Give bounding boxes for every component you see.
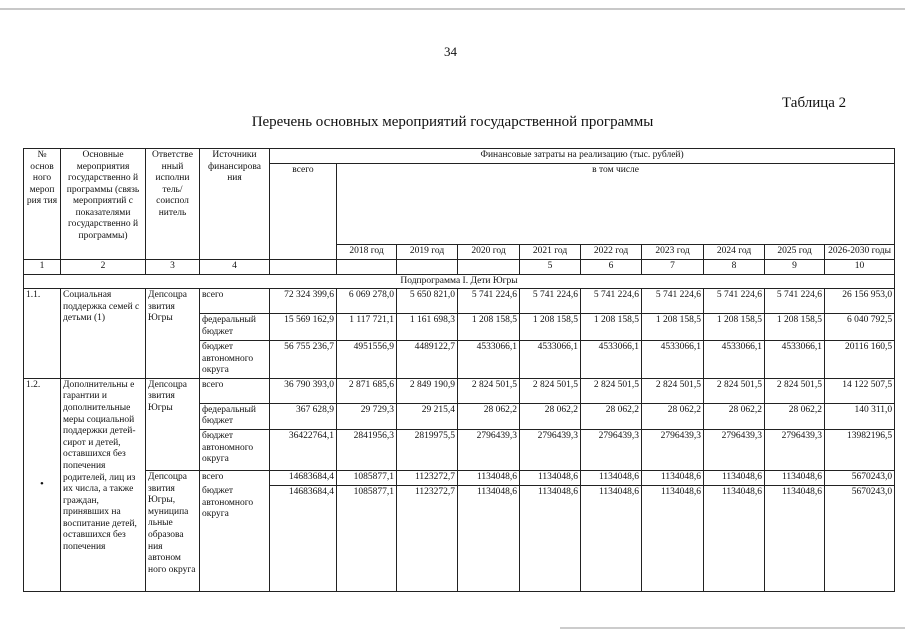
row-responsible: Депсоцра звития Югры, муниципа льные образова ния автоном ного округа [146,471,200,592]
cell-value: 2 824 501,5 [704,378,765,403]
row-source: всего [200,378,270,403]
cell-value: 5 741 224,6 [642,289,704,314]
header-year: 2026-2030 годы [825,245,895,260]
cell-value: 28 062,2 [642,403,704,429]
header-including: в том числе [337,163,895,245]
cell-value: 5 741 224,6 [581,289,642,314]
cell-value: 2 849 190,9 [397,378,458,403]
cell-value: 5670243,0 [825,471,895,486]
cell-value: 1 208 158,5 [765,314,825,341]
cell-value: 2796439,3 [704,430,765,471]
table-row [24,289,895,314]
cell-value: 2796439,3 [765,430,825,471]
column-number: 6 [581,260,642,275]
row-source: всего [200,289,270,314]
cell-value: 1134048,6 [765,471,825,486]
row-responsible: Депсоцра звития Югры [146,289,200,379]
cell-value: 28 062,2 [765,403,825,429]
cell-value: 6 069 278,0 [337,289,397,314]
header-year: 2023 год [642,245,704,260]
header-year: 2021 год [520,245,581,260]
cell-value: 4533066,1 [765,341,825,379]
scan-edge-top [0,8,905,10]
cell-value: 28 062,2 [704,403,765,429]
row-responsible: Депсоцра звития Югры [146,378,200,470]
row-source: всего [200,471,270,486]
cell-value: 1134048,6 [458,471,520,486]
column-number: 2 [61,260,146,275]
row-number: 1.2. [24,378,61,591]
cell-value: 14683684,4 [270,471,337,486]
subprogram-row [24,274,895,289]
column-number: 4 [200,260,270,275]
cell-value: 1134048,6 [458,485,520,592]
header-responsible: Ответстве нный исполни тель/ соиспол нитель [146,149,200,260]
column-number: 7 [642,260,704,275]
header-year: 2024 год [704,245,765,260]
row-source: федеральный бюджет [200,314,270,341]
cell-value: 28 062,2 [581,403,642,429]
row-activity: Социальная поддержка семей с детьми (1) [61,289,146,379]
cell-value: 5 741 224,6 [520,289,581,314]
cell-value: 1134048,6 [520,485,581,592]
cell-value: 1134048,6 [704,485,765,592]
column-number [397,260,458,275]
cell-value: 1 161 698,3 [397,314,458,341]
cell-value: 15 569 162,9 [270,314,337,341]
cell-value: 140 311,0 [825,403,895,429]
cell-value: 4489122,7 [397,341,458,379]
cell-value: 367 628,9 [270,403,337,429]
cell-value: 5670243,0 [825,485,895,592]
row-activity: Дополнительны е гарантии и дополнительные меры социальной поддержки детей-сирот и детей, оставшихся без попечения родителей, лиц из их числа, а также граждан, принявших на воспитание детей, оставшихся без попечения [61,378,146,591]
cell-value: 1085877,1 [337,485,397,592]
header-name: Основные мероприятия государственно й программы (связь мероприятий с показателями государственно й программы) [61,149,146,260]
cell-value: 36 790 393,0 [270,378,337,403]
cell-value: 4533066,1 [458,341,520,379]
cell-value: 56 755 236,7 [270,341,337,379]
cell-value: 4951556,9 [337,341,397,379]
row-source: федеральный бюджет [200,403,270,429]
cell-value: 1134048,6 [704,471,765,486]
cell-value: 2 824 501,5 [520,378,581,403]
cell-value: 2796439,3 [458,430,520,471]
cell-value: 2796439,3 [642,430,704,471]
scan-edge-bottom [560,627,905,629]
header-total: всего [270,163,337,259]
row-source: бюджет автономного округа [200,341,270,379]
cell-value: 5 650 821,0 [397,289,458,314]
column-number [337,260,397,275]
row-source: бюджет автономного округа [200,485,270,592]
header-financing: Финансовые затраты на реализацию (тыс. рублей) [270,149,895,164]
table-row [24,378,895,403]
cell-value: 1 208 158,5 [520,314,581,341]
cell-value: 14 122 507,5 [825,378,895,403]
cell-value: 2 824 501,5 [642,378,704,403]
header-year: 2020 год [458,245,520,260]
cell-value: 2 824 501,5 [458,378,520,403]
cell-value: 1134048,6 [642,471,704,486]
cell-value: 2819975,5 [397,430,458,471]
cell-value: 4533066,1 [520,341,581,379]
cell-value: 2 824 501,5 [765,378,825,403]
column-number [270,260,337,275]
cell-value: 1134048,6 [581,485,642,592]
cell-value: 29 215,4 [397,403,458,429]
column-number: 3 [146,260,200,275]
cell-value: 5 741 224,6 [765,289,825,314]
margin-mark: • [40,478,44,490]
cell-value: 2796439,3 [581,430,642,471]
cell-value: 4533066,1 [704,341,765,379]
cell-value: 4533066,1 [642,341,704,379]
cell-value: 6 040 792,5 [825,314,895,341]
column-number: 5 [520,260,581,275]
cell-value: 5 741 224,6 [458,289,520,314]
cell-value: 2 871 685,6 [337,378,397,403]
header-year: 2019 год [397,245,458,260]
cell-value: 28 062,2 [458,403,520,429]
column-number: 8 [704,260,765,275]
cell-value: 26 156 953,0 [825,289,895,314]
cell-value: 1123272,7 [397,471,458,486]
page-number: 34 [444,44,457,59]
program-table [23,148,895,592]
subprogram-title: Подпрограмма I. Дети Югры [24,274,895,289]
cell-value: 5 741 224,6 [704,289,765,314]
cell-value: 2796439,3 [520,430,581,471]
cell-value: 1134048,6 [642,485,704,592]
cell-value: 1085877,1 [337,471,397,486]
document-title: Перечень основных мероприятий государственной программы [251,114,654,130]
cell-value: 1134048,6 [581,471,642,486]
cell-value: 36422764,1 [270,430,337,471]
table-row [24,471,895,486]
cell-value: 1 208 158,5 [642,314,704,341]
cell-value: 1123272,7 [397,485,458,592]
header-year: 2022 год [581,245,642,260]
cell-value: 72 324 399,6 [270,289,337,314]
cell-value: 2 824 501,5 [581,378,642,403]
cell-value: 14683684,4 [270,485,337,592]
column-number-row [24,260,895,275]
cell-value: 1 208 158,5 [458,314,520,341]
header-row-1 [24,149,895,164]
table-caption: Таблица 2 [782,95,847,111]
cell-value: 20116 160,5 [825,341,895,379]
row-number: 1.1. [24,289,61,379]
column-number: 1 [24,260,61,275]
header-year: 2025 год [765,245,825,260]
cell-value: 1 208 158,5 [581,314,642,341]
cell-value: 4533066,1 [581,341,642,379]
column-number [458,260,520,275]
cell-value: 1 117 721,1 [337,314,397,341]
header-year: 2018 год [337,245,397,260]
row-source: бюджет автономного округа [200,430,270,471]
cell-value: 1134048,6 [520,471,581,486]
cell-value: 13982196,5 [825,430,895,471]
cell-value: 1134048,6 [765,485,825,592]
header-source: Источники финансирова ния [200,149,270,260]
column-number: 10 [825,260,895,275]
column-number: 9 [765,260,825,275]
cell-value: 28 062,2 [520,403,581,429]
cell-value: 2841956,3 [337,430,397,471]
cell-value: 29 729,3 [337,403,397,429]
cell-value: 1 208 158,5 [704,314,765,341]
header-no: № основ ного мероп рия тия [24,149,61,260]
